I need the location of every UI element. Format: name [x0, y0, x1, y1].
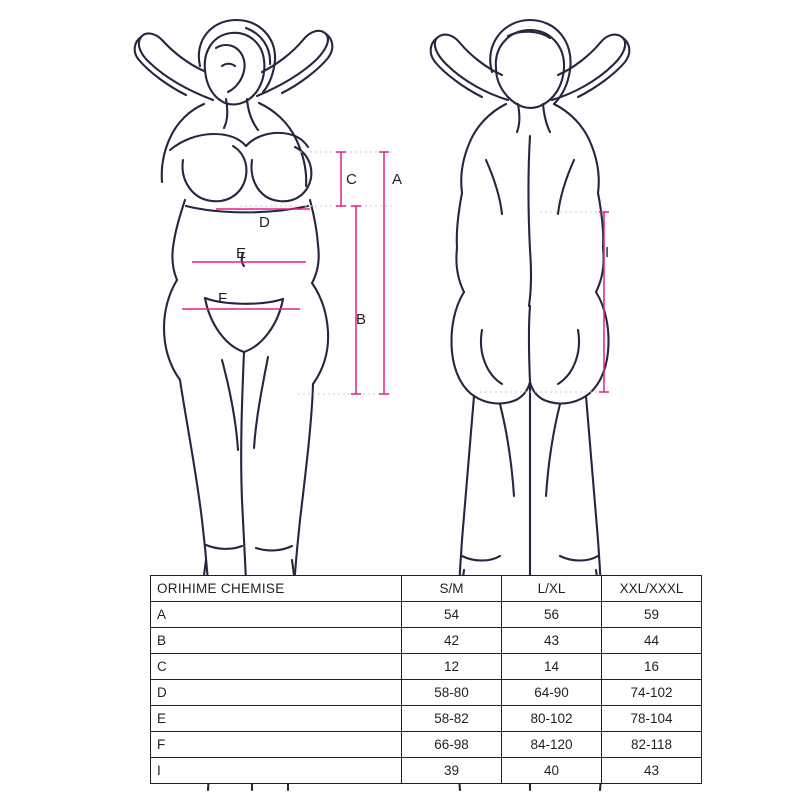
measure-label-b: B	[356, 311, 367, 328]
measure-label-c: C	[346, 171, 357, 188]
cell-b-lxl: 43	[502, 628, 602, 654]
table-row	[151, 680, 702, 706]
measure-label-a: A	[392, 171, 403, 188]
size-table-container	[150, 575, 684, 784]
cell-a-sm: 54	[402, 602, 502, 628]
cell-d-sm: 58-80	[402, 680, 502, 706]
row-label-i: I	[151, 758, 402, 784]
table-header-row	[151, 576, 702, 602]
table-row	[151, 706, 702, 732]
table-row	[151, 654, 702, 680]
row-label-b: B	[151, 628, 402, 654]
row-label-d: D	[151, 680, 402, 706]
cell-c-xxl: 16	[602, 654, 702, 680]
row-label-e: E	[151, 706, 402, 732]
cell-c-lxl: 14	[502, 654, 602, 680]
table-row	[151, 628, 702, 654]
cell-e-lxl: 80-102	[502, 706, 602, 732]
row-label-f: F	[151, 732, 402, 758]
row-label-a: A	[151, 602, 402, 628]
measure-label-d: D	[259, 214, 270, 231]
cell-c-sm: 12	[402, 654, 502, 680]
cell-e-sm: 58-82	[402, 706, 502, 732]
size-table	[150, 575, 702, 784]
cell-d-lxl: 64-90	[502, 680, 602, 706]
cell-a-xxl: 59	[602, 602, 702, 628]
cell-e-xxl: 78-104	[602, 706, 702, 732]
cell-i-sm: 39	[402, 758, 502, 784]
table-header-sm: S/M	[402, 576, 502, 602]
cell-f-sm: 66-98	[402, 732, 502, 758]
table-row	[151, 732, 702, 758]
cell-f-lxl: 84-120	[502, 732, 602, 758]
measure-label-f: F	[218, 290, 228, 307]
table-header-product: ORIHIME CHEMISE	[151, 576, 402, 602]
cell-b-xxl: 44	[602, 628, 702, 654]
table-header-xxlxxxl: XXL/XXXL	[602, 576, 702, 602]
table-row	[151, 758, 702, 784]
cell-i-lxl: 40	[502, 758, 602, 784]
table-header-lxl: L/XL	[502, 576, 602, 602]
row-label-c: C	[151, 654, 402, 680]
cell-a-lxl: 56	[502, 602, 602, 628]
cell-f-xxl: 82-118	[602, 732, 702, 758]
cell-d-xxl: 74-102	[602, 680, 702, 706]
measure-label-i: I	[605, 244, 610, 261]
cell-i-xxl: 43	[602, 758, 702, 784]
cell-b-sm: 42	[402, 628, 502, 654]
measure-label-e: E	[236, 245, 247, 262]
table-row	[151, 602, 702, 628]
